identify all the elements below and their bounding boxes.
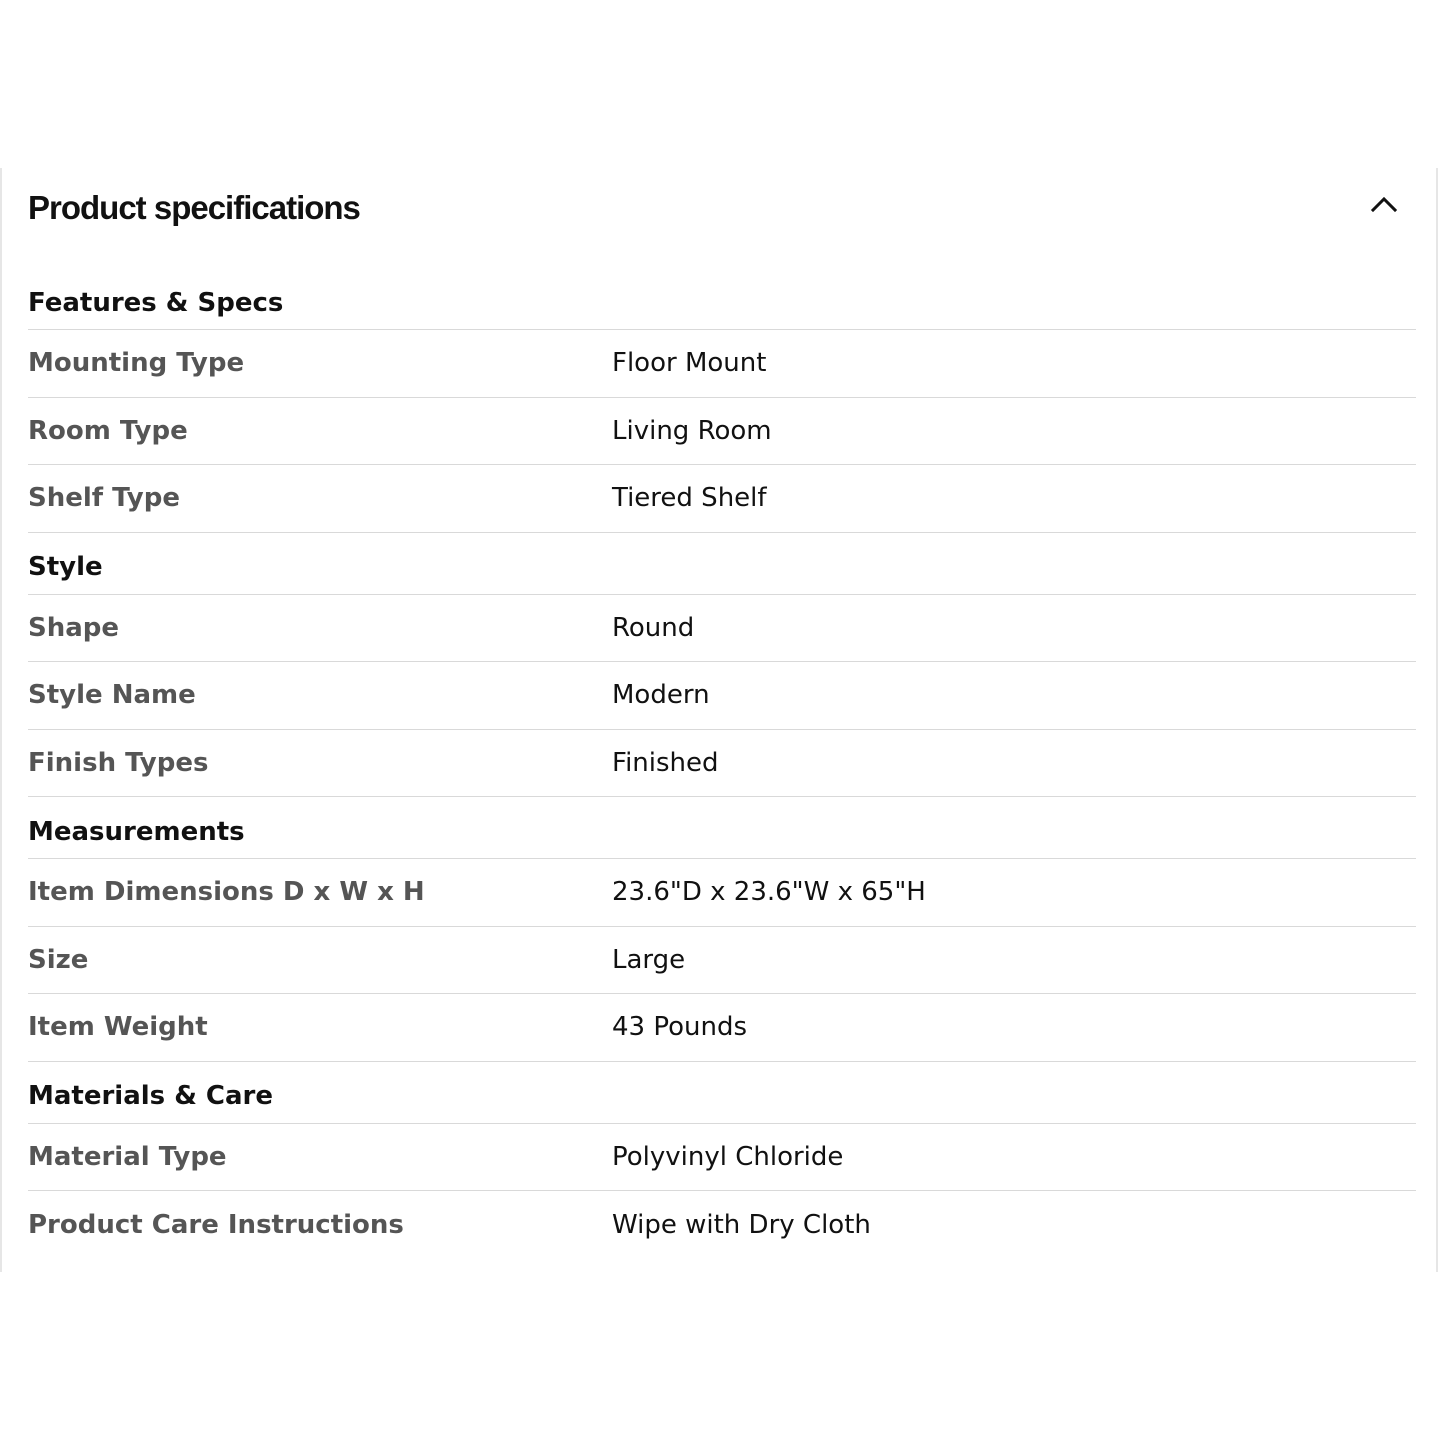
spec-row <box>28 398 1416 466</box>
spec-value: 43 Pounds <box>612 1012 748 1043</box>
spec-label: Product Care Instructions <box>28 1209 404 1240</box>
spec-row <box>28 465 1416 533</box>
spec-label: Shape <box>28 612 120 643</box>
spec-value: 23.6"D x 23.6"W x 65"H <box>612 877 926 908</box>
section-heading-style: Style <box>28 533 1416 595</box>
spec-row <box>28 662 1416 730</box>
panel-header[interactable] <box>28 168 1410 248</box>
spec-row <box>28 330 1416 398</box>
spec-row <box>28 1191 1416 1259</box>
spec-label: Item Weight <box>28 1012 208 1043</box>
spec-row <box>28 994 1416 1062</box>
spec-row <box>28 595 1416 663</box>
spec-value: Finished <box>612 747 719 778</box>
spec-row <box>28 859 1416 927</box>
spec-label: Shelf Type <box>28 483 180 514</box>
spec-label: Room Type <box>28 415 188 446</box>
spec-value: Polyvinyl Chloride <box>612 1141 844 1172</box>
product-specifications-panel <box>0 168 1438 1272</box>
spec-label: Finish Types <box>28 747 209 778</box>
panel-title: Product specifications <box>28 189 360 226</box>
spec-row <box>28 1124 1416 1192</box>
spec-value: Round <box>612 612 695 643</box>
section-heading-materials-care: Materials & Care <box>28 1062 1416 1124</box>
spec-label: Material Type <box>28 1141 227 1172</box>
section-heading-measurements: Measurements <box>28 797 1416 859</box>
spec-value: Living Room <box>612 415 772 446</box>
collapse-toggle-button[interactable] <box>1366 186 1402 222</box>
spec-value: Floor Mount <box>612 348 767 379</box>
section-heading-features-specs: Features & Specs <box>28 268 1416 330</box>
spec-label: Item Dimensions D x W x H <box>28 877 425 908</box>
spec-label: Mounting Type <box>28 348 245 379</box>
spec-body <box>28 268 1416 1259</box>
spec-label: Size <box>28 944 89 975</box>
spec-label: Style Name <box>28 680 196 711</box>
spec-row <box>28 927 1416 995</box>
spec-value: Tiered Shelf <box>612 483 767 514</box>
spec-row <box>28 730 1416 798</box>
spec-value: Large <box>612 944 686 975</box>
spec-value: Wipe with Dry Cloth <box>612 1209 871 1240</box>
spec-value: Modern <box>612 680 710 711</box>
chevron-up-icon <box>1369 194 1399 214</box>
